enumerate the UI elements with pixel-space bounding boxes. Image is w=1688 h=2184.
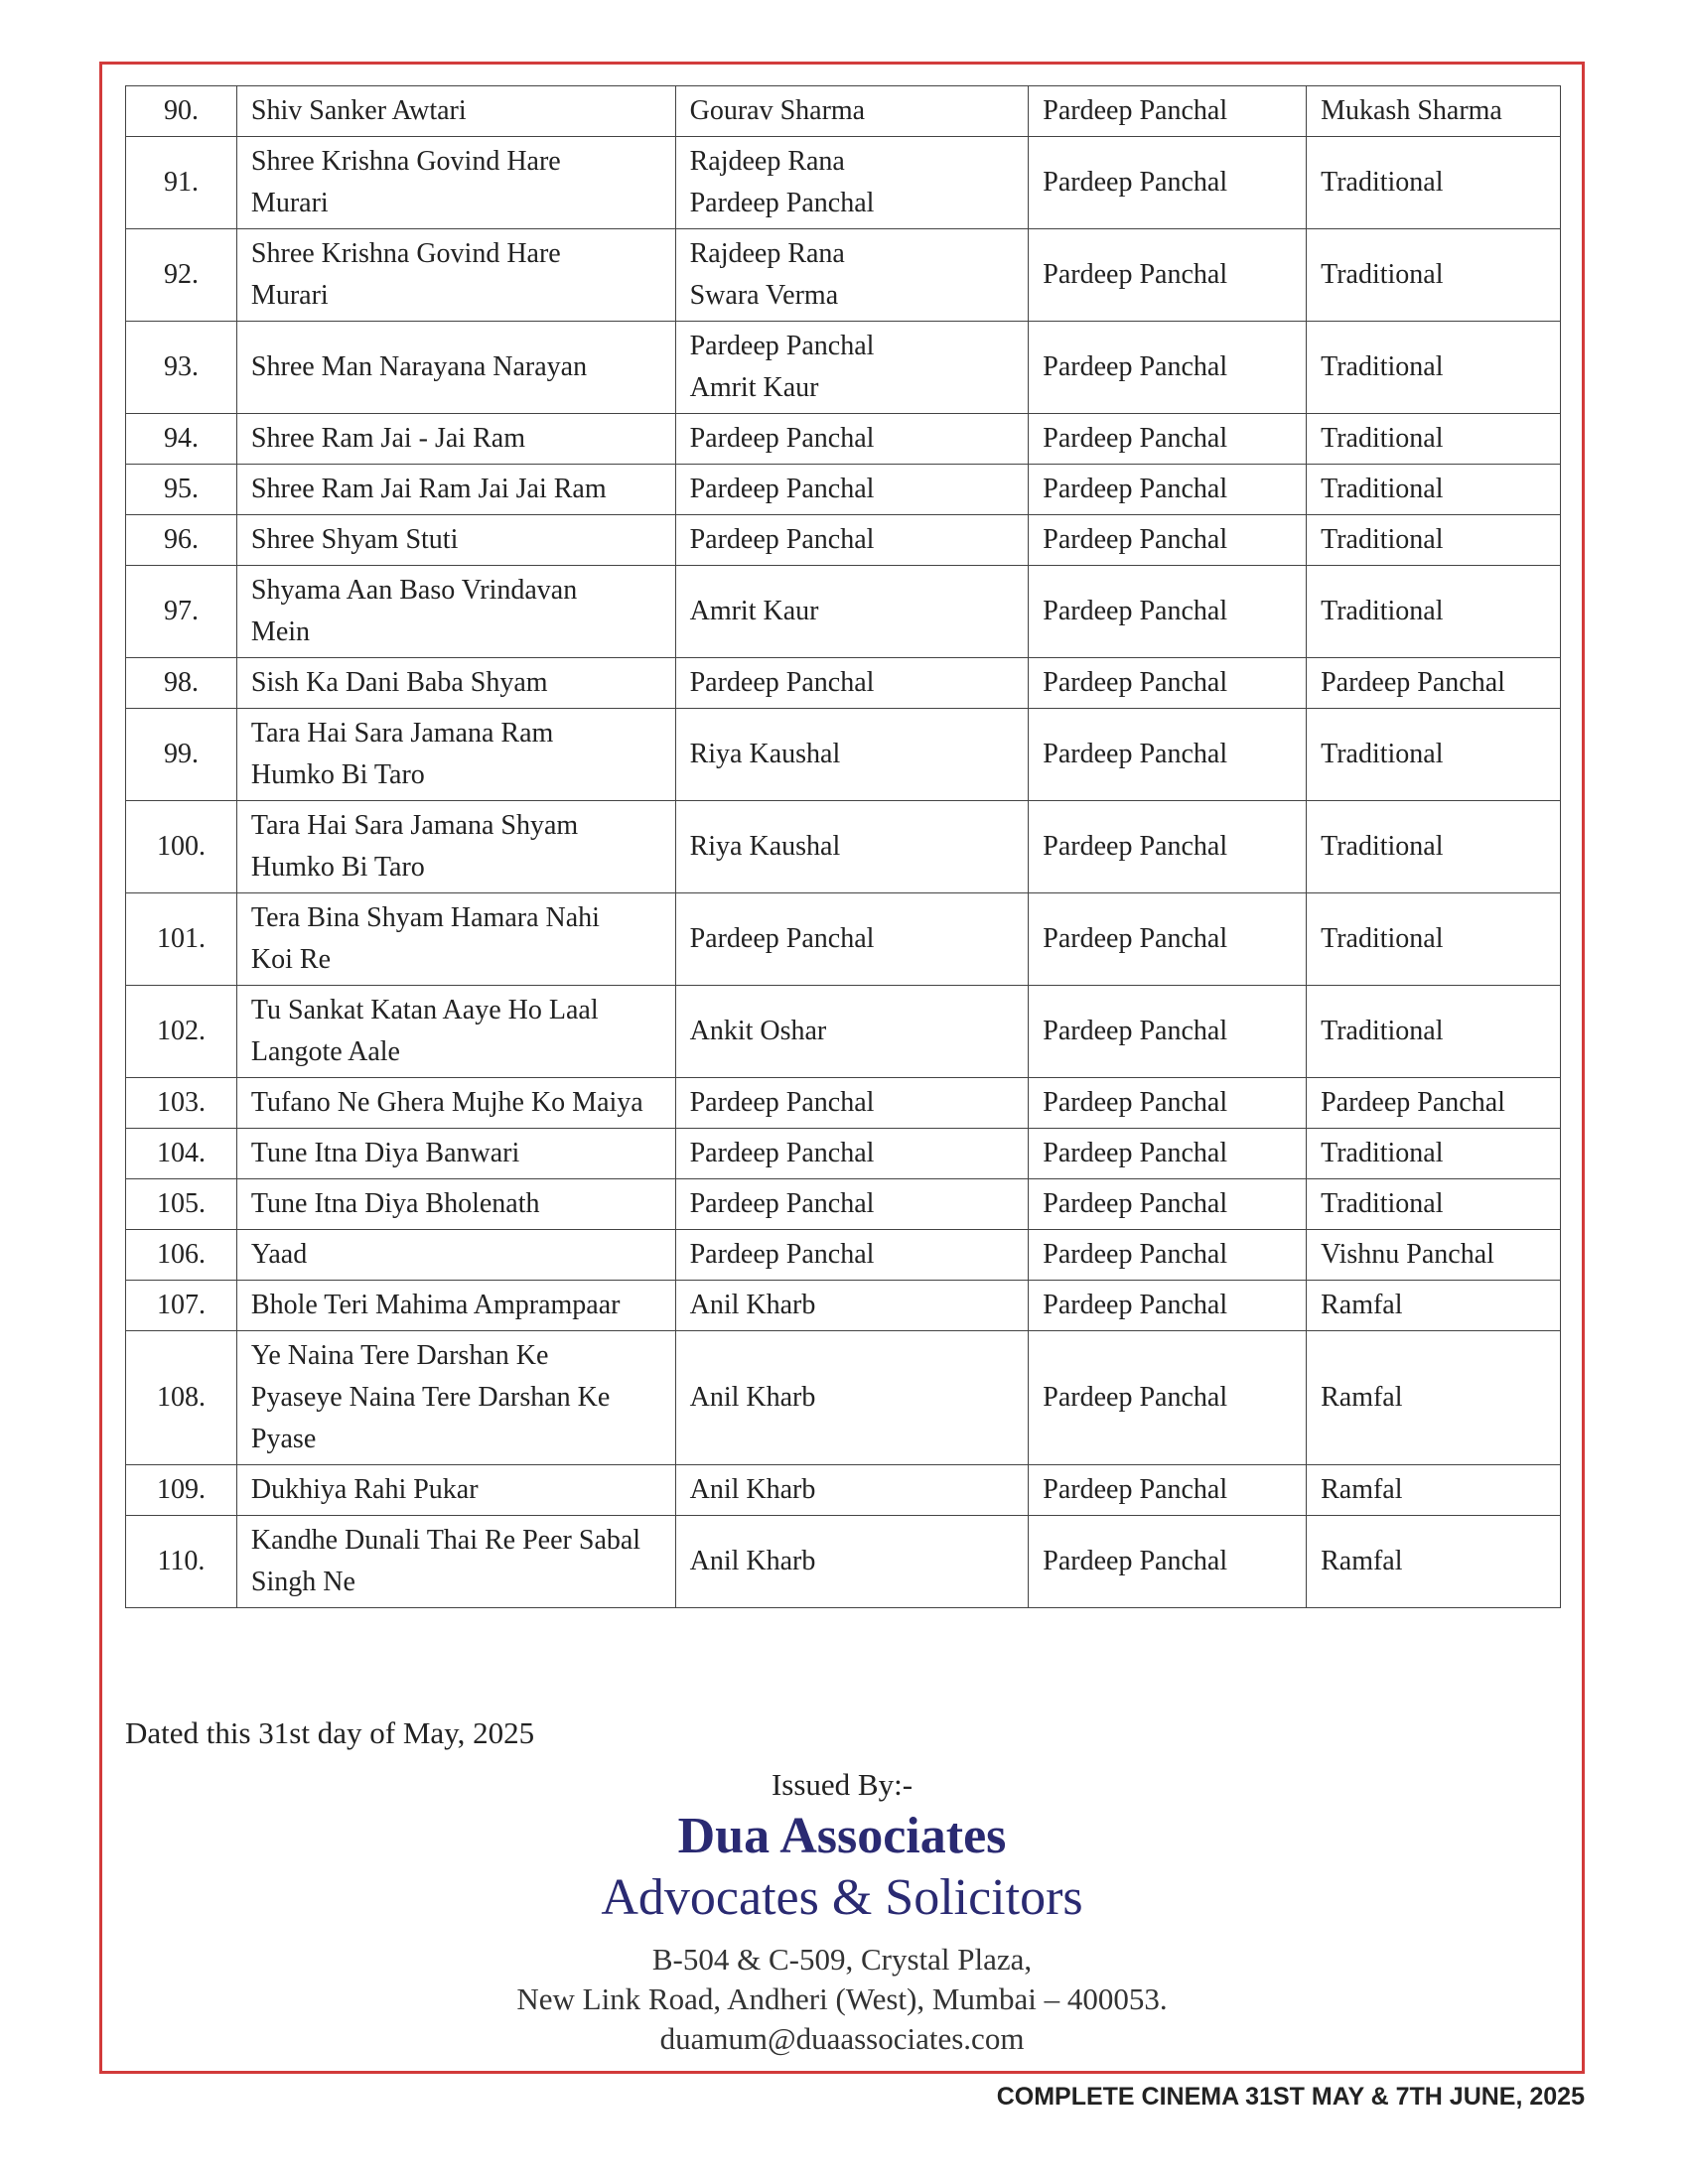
- songs-table: [125, 85, 1561, 1608]
- singer-cell: [675, 1179, 1029, 1230]
- singer-cell: [675, 801, 1029, 893]
- issued-by-label: Issued By:-: [771, 1767, 914, 1802]
- cell-line: Shyama Aan Baso Vrindavan: [250, 575, 578, 606]
- singer-cell: [675, 566, 1029, 658]
- lyricist-cell: Traditional: [1307, 515, 1561, 566]
- cell-line: Tara Hai Sara Jamana Ram: [250, 718, 554, 749]
- lyricist-cell: Traditional: [1307, 566, 1561, 658]
- cell-line: Gourav Sharma: [689, 95, 866, 126]
- row-number-cell: 94.: [126, 414, 237, 465]
- cell-line: Shree Man Narayana Narayan: [250, 351, 588, 382]
- cell-line: Rajdeep Rana: [689, 146, 845, 177]
- song-title-cell: [236, 893, 675, 986]
- song-title-cell: [236, 137, 675, 229]
- table-row: [126, 1179, 1561, 1230]
- song-title-cell: [236, 1179, 675, 1230]
- lyricist-cell: Vishnu Panchal: [1307, 1230, 1561, 1281]
- cell-line: Pardeep Panchal: [689, 474, 875, 504]
- song-title-cell: [236, 414, 675, 465]
- cell-line: Pardeep Panchal: [689, 1087, 875, 1118]
- address-line-1: B-504 & C-509, Crystal Plaza,: [651, 1942, 1033, 1977]
- cell-line: Swara Verma: [689, 280, 839, 311]
- composer-cell: Pardeep Panchal: [1029, 515, 1307, 566]
- address-line-2: New Link Road, Andheri (West), Mumbai – 400053.: [516, 1981, 1168, 2016]
- cell-line: Anil Kharb: [689, 1290, 816, 1320]
- table-row: [126, 893, 1561, 986]
- row-number-cell: 90.: [126, 86, 237, 137]
- cell-line: Riya Kaushal: [689, 739, 841, 769]
- singer-cell: [675, 229, 1029, 322]
- song-title-cell: [236, 1230, 675, 1281]
- firm-name: Dua Associates: [677, 1808, 1007, 1864]
- singer-cell: [675, 1078, 1029, 1129]
- singer-cell: [675, 322, 1029, 414]
- row-number-cell: 100.: [126, 801, 237, 893]
- cell-line: Pardeep Panchal: [689, 667, 875, 698]
- cell-line: Pyase: [250, 1424, 317, 1454]
- composer-cell: Pardeep Panchal: [1029, 322, 1307, 414]
- cell-line: Mein: [250, 616, 311, 647]
- singer-cell: [675, 1129, 1029, 1179]
- cell-line: Anil Kharb: [689, 1382, 816, 1413]
- composer-cell: Pardeep Panchal: [1029, 1465, 1307, 1516]
- row-number-cell: 105.: [126, 1179, 237, 1230]
- composer-cell: Pardeep Panchal: [1029, 1516, 1307, 1608]
- song-title-cell: [236, 1331, 675, 1465]
- table-row: [126, 1078, 1561, 1129]
- composer-cell: Pardeep Panchal: [1029, 1281, 1307, 1331]
- cell-line: Tu Sankat Katan Aaye Ho Laal: [250, 995, 599, 1025]
- singer-cell: [675, 1230, 1029, 1281]
- singer-cell: [675, 709, 1029, 801]
- composer-cell: Pardeep Panchal: [1029, 709, 1307, 801]
- row-number-cell: 95.: [126, 465, 237, 515]
- cell-line: Anil Kharb: [689, 1546, 816, 1576]
- song-title-cell: [236, 801, 675, 893]
- table-row: [126, 986, 1561, 1078]
- cell-line: Pardeep Panchal: [689, 923, 875, 954]
- cell-line: Tufano Ne Ghera Mujhe Ko Maiya: [250, 1087, 643, 1118]
- cell-line: Shree Ram Jai Ram Jai Jai Ram: [250, 474, 607, 504]
- cell-line: Ye Naina Tere Darshan Ke: [250, 1340, 549, 1371]
- lyricist-cell: Traditional: [1307, 1179, 1561, 1230]
- lyricist-cell: Traditional: [1307, 801, 1561, 893]
- row-number-cell: 106.: [126, 1230, 237, 1281]
- composer-cell: Pardeep Panchal: [1029, 1129, 1307, 1179]
- singer-cell: [675, 86, 1029, 137]
- composer-cell: Pardeep Panchal: [1029, 414, 1307, 465]
- composer-cell: Pardeep Panchal: [1029, 658, 1307, 709]
- row-number-cell: 109.: [126, 1465, 237, 1516]
- singer-cell: [675, 515, 1029, 566]
- row-number-cell: 110.: [126, 1516, 237, 1608]
- cell-line: Tera Bina Shyam Hamara Nahi: [250, 902, 600, 933]
- table-row: [126, 801, 1561, 893]
- lyricist-cell: Traditional: [1307, 137, 1561, 229]
- table-row: [126, 1331, 1561, 1465]
- row-number-cell: 104.: [126, 1129, 237, 1179]
- composer-cell: Pardeep Panchal: [1029, 986, 1307, 1078]
- table-row: [126, 229, 1561, 322]
- composer-cell: Pardeep Panchal: [1029, 1331, 1307, 1465]
- song-title-cell: [236, 709, 675, 801]
- cell-line: Koi Re: [250, 944, 332, 975]
- singer-cell: [675, 465, 1029, 515]
- cell-line: Pardeep Panchal: [689, 1239, 875, 1270]
- row-number-cell: 103.: [126, 1078, 237, 1129]
- table-row: [126, 515, 1561, 566]
- cell-line: Shree Krishna Govind Hare: [250, 146, 561, 177]
- cell-line: Humko Bi Taro: [250, 759, 425, 790]
- lyricist-cell: Traditional: [1307, 414, 1561, 465]
- lyricist-cell: Traditional: [1307, 229, 1561, 322]
- cell-line: Kandhe Dunali Thai Re Peer Sabal: [250, 1525, 641, 1556]
- composer-cell: Pardeep Panchal: [1029, 566, 1307, 658]
- cell-line: Shree Shyam Stuti: [250, 524, 459, 555]
- email-address: duamum@duaassociates.com: [659, 2021, 1025, 2056]
- row-number-cell: 97.: [126, 566, 237, 658]
- lyricist-cell: Ramfal: [1307, 1516, 1561, 1608]
- lyricist-cell: Traditional: [1307, 709, 1561, 801]
- row-number-cell: 91.: [126, 137, 237, 229]
- song-title-cell: [236, 465, 675, 515]
- cell-line: Murari: [250, 280, 329, 311]
- table-row: [126, 709, 1561, 801]
- lyricist-cell: Traditional: [1307, 986, 1561, 1078]
- song-title-cell: [236, 986, 675, 1078]
- row-number-cell: 102.: [126, 986, 237, 1078]
- table-row: [126, 566, 1561, 658]
- cell-line: Pardeep Panchal: [689, 423, 875, 454]
- table-row: [126, 1230, 1561, 1281]
- cell-line: Tune Itna Diya Bholenath: [250, 1188, 540, 1219]
- composer-cell: Pardeep Panchal: [1029, 465, 1307, 515]
- cell-line: Humko Bi Taro: [250, 852, 425, 883]
- lyricist-cell: Ramfal: [1307, 1465, 1561, 1516]
- singer-cell: [675, 1281, 1029, 1331]
- song-title-cell: [236, 322, 675, 414]
- composer-cell: Pardeep Panchal: [1029, 1078, 1307, 1129]
- table-row: [126, 414, 1561, 465]
- composer-cell: Pardeep Panchal: [1029, 801, 1307, 893]
- table-row: [126, 465, 1561, 515]
- row-number-cell: 98.: [126, 658, 237, 709]
- song-title-cell: [236, 1516, 675, 1608]
- cell-line: Sish Ka Dani Baba Shyam: [250, 667, 548, 698]
- lyricist-cell: Traditional: [1307, 465, 1561, 515]
- cell-line: Tara Hai Sara Jamana Shyam: [250, 810, 579, 841]
- cell-line: Shree Krishna Govind Hare: [250, 238, 561, 269]
- composer-cell: Pardeep Panchal: [1029, 86, 1307, 137]
- song-title-cell: [236, 86, 675, 137]
- table-row: [126, 1281, 1561, 1331]
- song-title-cell: [236, 515, 675, 566]
- lyricist-cell: Pardeep Panchal: [1307, 658, 1561, 709]
- singer-cell: [675, 1516, 1029, 1608]
- song-title-cell: [236, 1465, 675, 1516]
- cell-line: Pardeep Panchal: [689, 1188, 875, 1219]
- firm-subtitle: Advocates & Solicitors: [601, 1869, 1083, 1926]
- cell-line: Rajdeep Rana: [689, 238, 845, 269]
- cell-line: Shiv Sanker Awtari: [250, 95, 467, 126]
- table-row: [126, 1465, 1561, 1516]
- cell-line: Pardeep Panchal: [689, 524, 875, 555]
- lyricist-cell: Ramfal: [1307, 1281, 1561, 1331]
- lyricist-cell: Ramfal: [1307, 1331, 1561, 1465]
- song-title-cell: [236, 1078, 675, 1129]
- cell-line: Pardeep Panchal: [689, 1138, 875, 1168]
- singer-cell: [675, 658, 1029, 709]
- publication-footer: COMPLETE CINEMA 31ST MAY & 7TH JUNE, 2025: [996, 2083, 1585, 2111]
- lyricist-cell: Pardeep Panchal: [1307, 1078, 1561, 1129]
- composer-cell: Pardeep Panchal: [1029, 1230, 1307, 1281]
- cell-line: Langote Aale: [250, 1036, 400, 1067]
- cell-line: Tune Itna Diya Banwari: [250, 1138, 520, 1168]
- songs-table-body: [126, 86, 1561, 1608]
- cell-line: Riya Kaushal: [689, 831, 841, 862]
- row-number-cell: 107.: [126, 1281, 237, 1331]
- singer-cell: [675, 986, 1029, 1078]
- cell-line: Dukhiya Rahi Pukar: [250, 1474, 479, 1505]
- song-title-cell: [236, 229, 675, 322]
- lyricist-cell: Traditional: [1307, 893, 1561, 986]
- composer-cell: Pardeep Panchal: [1029, 893, 1307, 986]
- row-number-cell: 93.: [126, 322, 237, 414]
- cell-line: Bhole Teri Mahima Amprampaar: [250, 1290, 621, 1320]
- composer-cell: Pardeep Panchal: [1029, 229, 1307, 322]
- cell-line: Amrit Kaur: [689, 372, 819, 403]
- row-number-cell: 99.: [126, 709, 237, 801]
- singer-cell: [675, 414, 1029, 465]
- song-title-cell: [236, 1129, 675, 1179]
- cell-line: Pyaseye Naina Tere Darshan Ke: [250, 1382, 611, 1413]
- cell-line: Ankit Oshar: [689, 1016, 827, 1046]
- table-row: [126, 86, 1561, 137]
- singer-cell: [675, 137, 1029, 229]
- cell-line: Singh Ne: [250, 1567, 355, 1597]
- lyricist-cell: Traditional: [1307, 322, 1561, 414]
- cell-line: Shree Ram Jai - Jai Ram: [250, 423, 525, 454]
- row-number-cell: 108.: [126, 1331, 237, 1465]
- singer-cell: [675, 1465, 1029, 1516]
- cell-line: Anil Kharb: [689, 1474, 816, 1505]
- table-row: [126, 137, 1561, 229]
- lyricist-cell: Mukash Sharma: [1307, 86, 1561, 137]
- song-title-cell: [236, 658, 675, 709]
- table-row: [126, 658, 1561, 709]
- row-number-cell: 101.: [126, 893, 237, 986]
- singer-cell: [675, 1331, 1029, 1465]
- song-title-cell: [236, 1281, 675, 1331]
- dated-line: Dated this 31st day of May, 2025: [125, 1715, 535, 1750]
- row-number-cell: 92.: [126, 229, 237, 322]
- table-row: [126, 1129, 1561, 1179]
- cell-line: Yaad: [250, 1239, 308, 1270]
- singer-cell: [675, 893, 1029, 986]
- table-row: [126, 1516, 1561, 1608]
- cell-line: Murari: [250, 188, 329, 218]
- cell-line: Pardeep Panchal: [689, 331, 875, 361]
- cell-line: Amrit Kaur: [689, 596, 819, 626]
- composer-cell: Pardeep Panchal: [1029, 137, 1307, 229]
- lyricist-cell: Traditional: [1307, 1129, 1561, 1179]
- cell-line: Pardeep Panchal: [689, 188, 875, 218]
- song-title-cell: [236, 566, 675, 658]
- composer-cell: Pardeep Panchal: [1029, 1179, 1307, 1230]
- row-number-cell: 96.: [126, 515, 237, 566]
- table-row: [126, 322, 1561, 414]
